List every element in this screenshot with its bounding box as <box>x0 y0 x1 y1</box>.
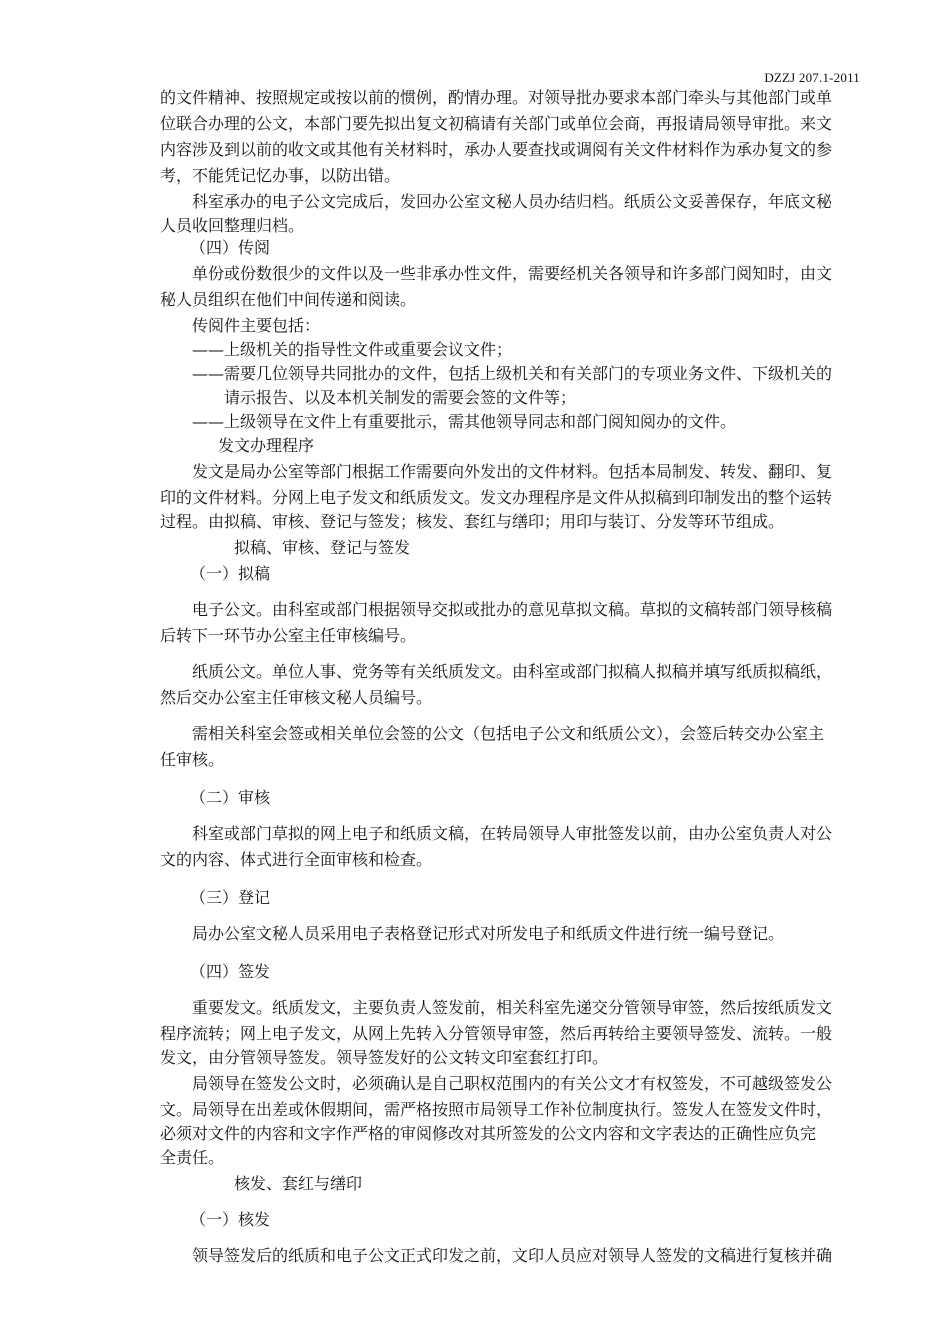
text-line: 局领导在签发公文时，必须确认是自己职权范围内的有关公文才有权签发，不可越级签发公 <box>192 1074 833 1093</box>
list-item: ——上级领导在文件上有重要批示，需其他领导同志和部门阅知阅办的文件。 <box>192 412 737 431</box>
text-line: 程序流转；网上电子发文，从网上先转入分管领导审签，然后再转给主要领导签发、流转。一般 <box>160 1024 833 1043</box>
text-line: 发文是局办公室等部门根据工作需要向外发出的文件材料。包括本局制发、转发、翻印、复 <box>192 462 833 481</box>
text-line: 考，不能凭记忆办事，以防出错。 <box>160 166 401 185</box>
text-line: 文的内容、体式进行全面审核和检查。 <box>160 850 433 869</box>
text-line: 人员收回整理归档。 <box>160 216 305 235</box>
text-line: 科室或部门草拟的网上电子和纸质文稿，在转局领导人审批签发以前，由办公室负责人对公 <box>192 824 833 843</box>
section-heading: （四）签发 <box>190 962 271 981</box>
section-heading: （一）拟稿 <box>190 564 271 583</box>
text-line: 重要发文。纸质发文，主要负责人签发前，相关科室先递交分管领导审签，然后按纸质发文 <box>192 998 833 1017</box>
text-line: 领导签发后的纸质和电子公文正式印发之前，文印人员应对领导人签发的文稿进行复核并确 <box>192 1246 833 1265</box>
section-heading: 拟稿、审核、登记与签发 <box>234 538 411 557</box>
section-heading: （二）审核 <box>190 788 271 807</box>
list-item-continuation: 请示报告、以及本机关制发的需要会签的文件等； <box>224 388 577 407</box>
section-heading: 核发、套红与缮印 <box>234 1174 363 1193</box>
section-heading: （一）核发 <box>190 1210 271 1229</box>
text-line: 全责任。 <box>160 1148 225 1167</box>
text-line: 的文件精神、按照规定或按以前的惯例，酌情办理。对领导批办要求本部门牵头与其他部门或单 <box>160 88 833 107</box>
text-line: 发文，由分管领导签发。领导签发好的公文转文印室套红打印。 <box>160 1048 609 1067</box>
text-line: 文。局领导在出差或休假期间，需严格按照市局领导工作补位制度执行。签发人在签发文件时， <box>160 1100 833 1119</box>
section-heading: （三）登记 <box>190 888 271 907</box>
text-line: 然后交办公室主任审核文秘人员编号。 <box>160 688 433 707</box>
list-item: ——需要几位领导共同批办的文件，包括上级机关和有关部门的专项业务文件、下级机关的 <box>192 364 833 383</box>
list-item: ——上级机关的指导性文件或重要会议文件； <box>192 340 513 359</box>
text-line: 印的文件材料。分网上电子发文和纸质发文。发文办理程序是文件从拟稿到印制发出的整个运转 <box>160 488 833 507</box>
text-line: 纸质公文。单位人事、党务等有关纸质发文。由科室或部门拟稿人拟稿并填写纸质拟稿纸， <box>192 662 833 681</box>
text-line: 内容涉及到以前的收文或其他有关材料时，承办人要查找或调阅有关文件材料作为承办复文的参 <box>160 140 833 159</box>
section-heading: （四）传阅 <box>190 238 271 257</box>
text-line: 位联合办理的公文，本部门要先拟出复文初稿请有关部门或单位会商，再报请局领导审批。来文 <box>160 114 833 133</box>
text-line: 需相关科室会签或相关单位会签的公文（包括电子公文和纸质公文），会签后转交办公室主 <box>192 724 825 743</box>
document-code: DZZJ 207.1-2011 <box>764 70 860 85</box>
section-heading: 发文办理程序 <box>218 436 315 455</box>
text-line: 必须对文件的内容和文字作严格的审阅修改对其所签发的公文内容和文字表达的正确性应负完 <box>160 1124 817 1143</box>
text-line: 秘人员组织在他们中间传递和阅读。 <box>160 290 417 309</box>
text-line: 电子公文。由科室或部门根据领导交拟或批办的意见草拟文稿。草拟的文稿转部门领导核稿 <box>192 600 833 619</box>
text-line: 后转下一环节办公室主任审核编号。 <box>160 626 417 645</box>
text-line: 过程。由拟稿、审核、登记与签发；核发、套红与缮印；用印与装订、分发等环节组成。 <box>160 512 785 531</box>
text-line: 任审核。 <box>160 750 225 769</box>
text-line: 单份或份数很少的文件以及一些非承办性文件，需要经机关各领导和许多部门阅知时，由文 <box>192 264 833 283</box>
text-line: 科室承办的电子公文完成后，发回办公室文秘人员办结归档。纸质公文妥善保存，年底文秘 <box>192 192 833 211</box>
text-line: 局办公室文秘人员采用电子表格登记形式对所发电子和纸质文件进行统一编号登记。 <box>192 924 785 943</box>
text-line: 传阅件主要包括： <box>192 316 321 335</box>
